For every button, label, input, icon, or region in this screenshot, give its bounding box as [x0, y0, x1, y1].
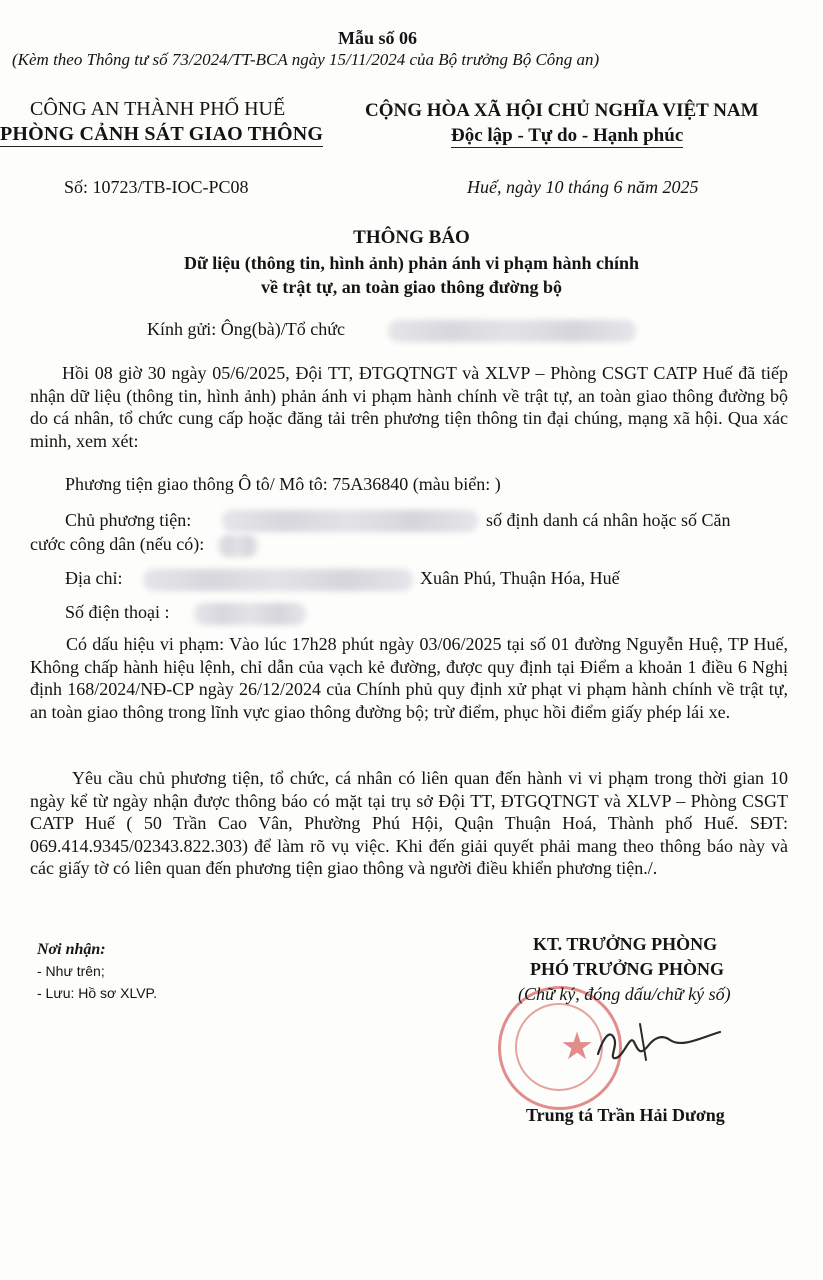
violation-paragraph: Có dấu hiệu vi phạm: Vào lúc 17h28 phút ngày 03/06/2025 tại số 01 đường Nguyễn Huệ, TP Huế, Không chấp hành hiệu lệnh, chỉ dẫn của vạch kẻ đường, được quy định tại Điểm a khoản 1 điều 6 Nghị định 168/2024/NĐ-CP ngày 26/12/2024 của Chính phủ quy định xử phạt vi phạm hành chính về trật tự, an toàn giao thông trong lĩnh vực giao thông đường bộ; trừ điểm, phục hồi điểm giấy phép lái xe. [30, 634, 788, 722]
owner-id-text: số định danh cá nhân hoặc số Căn [486, 510, 731, 530]
issuer-line1: CÔNG AN THÀNH PHỐ HUẾ [30, 98, 286, 120]
address-label: Địa chỉ: [65, 568, 123, 588]
address-visible: Xuân Phú, Thuận Hóa, Huế [420, 568, 620, 588]
document-title: THÔNG BÁO [353, 227, 470, 248]
redacted-recipient [388, 320, 636, 342]
receiver-item: - Lưu: Hồ sơ XLVP. [37, 985, 157, 1001]
redacted-address [143, 569, 413, 591]
seal-star-icon: ★ [560, 1026, 595, 1068]
receivers-title: Nơi nhận: [37, 941, 106, 958]
document-subtitle-2: về trật tự, an toàn giao thông đường bộ [260, 277, 563, 297]
intro-paragraph: Hồi 08 giờ 30 ngày 05/6/2025, Đội TT, ĐTGQTNGT và XLVP – Phòng CSGT CATP Huế đã tiếp nhận dữ liệu (thông tin, hình ảnh) phản ánh vi phạm hành chính về trật tự, an toàn giao thông đường bộ do cá nhân, tổ chức cung cấp hoặc đăng tải trên phương tiện thông tin đại chúng, mạng xã hội. Qua xác minh, xem xét: [30, 363, 788, 451]
signature-line1: KT. TRƯỞNG PHÒNG [533, 934, 718, 954]
owner-label: Chủ phương tiện: [65, 510, 192, 530]
signature-line2: PHÓ TRƯỞNG PHÒNG [530, 959, 725, 979]
document-subtitle-1: Dữ liệu (thông tin, hình ảnh) phản ánh vi phạm hành chính [184, 253, 639, 273]
place-date: Huế, ngày 10 tháng 6 năm 2025 [467, 177, 699, 197]
document-number: Số: 10723/TB-IOC-PC08 [64, 177, 249, 197]
form-number: Mẫu số 06 [338, 28, 418, 48]
redacted-owner-id [218, 535, 258, 557]
owner-id-label: cước công dân (nếu có): [30, 534, 205, 554]
request-paragraph: Yêu cầu chủ phương tiện, tổ chức, cá nhân có liên quan đến hành vi vi phạm trong thời gian 10 ngày kể từ ngày nhận được thông báo có mặt tại trụ sở Đội TT, ĐTGQTNGT và XLVP – Phòng CSGT CATP Huế ( 50 Trần Cao Vân, Phường Phú Hội, Quận Thuận Hoá, Thành phố Huế. SĐT: 069.414.9345/02343.822.303) để làm rõ vụ việc. Khi đến giải quyết phải mang theo thông báo này và các giấy tờ có liên quan đến phương tiện giao thông và người điều khiển phương tiện./. [30, 768, 788, 878]
motto-line1: CỘNG HÒA XÃ HỘI CHỦ NGHĨA VIỆT NAM [365, 100, 759, 121]
motto-line2 [451, 125, 683, 147]
phone-label: Số điện thoại : [65, 602, 170, 622]
form-attached-note: (Kèm theo Thông tư số 73/2024/TT-BCA ngày 15/11/2024 của Bộ trưởng Bộ Công an) [12, 50, 600, 69]
issuer-line2-text: PHÒNG CẢNH SÁT GIAO THÔNG [0, 123, 324, 145]
signer-name: Trung tá Trần Hải Dương [526, 1105, 725, 1125]
redacted-owner-name [222, 510, 478, 532]
recipient-label: Kính gửi: Ông(bà)/Tổ chức [147, 319, 345, 339]
signature-note: (Chữ ký, đóng dấu/chữ ký số) [518, 984, 731, 1004]
motto-line2-text: Độc lập - Tự do - Hạnh phúc [451, 125, 684, 146]
issuer-line2 [0, 123, 323, 146]
redacted-phone [194, 603, 306, 625]
receiver-item: - Như trên; [37, 963, 105, 979]
handwritten-signature [590, 1016, 730, 1072]
vehicle-line: Phương tiện giao thông Ô tô/ Mô tô: 75A36840 (màu biển: ) [65, 474, 501, 494]
